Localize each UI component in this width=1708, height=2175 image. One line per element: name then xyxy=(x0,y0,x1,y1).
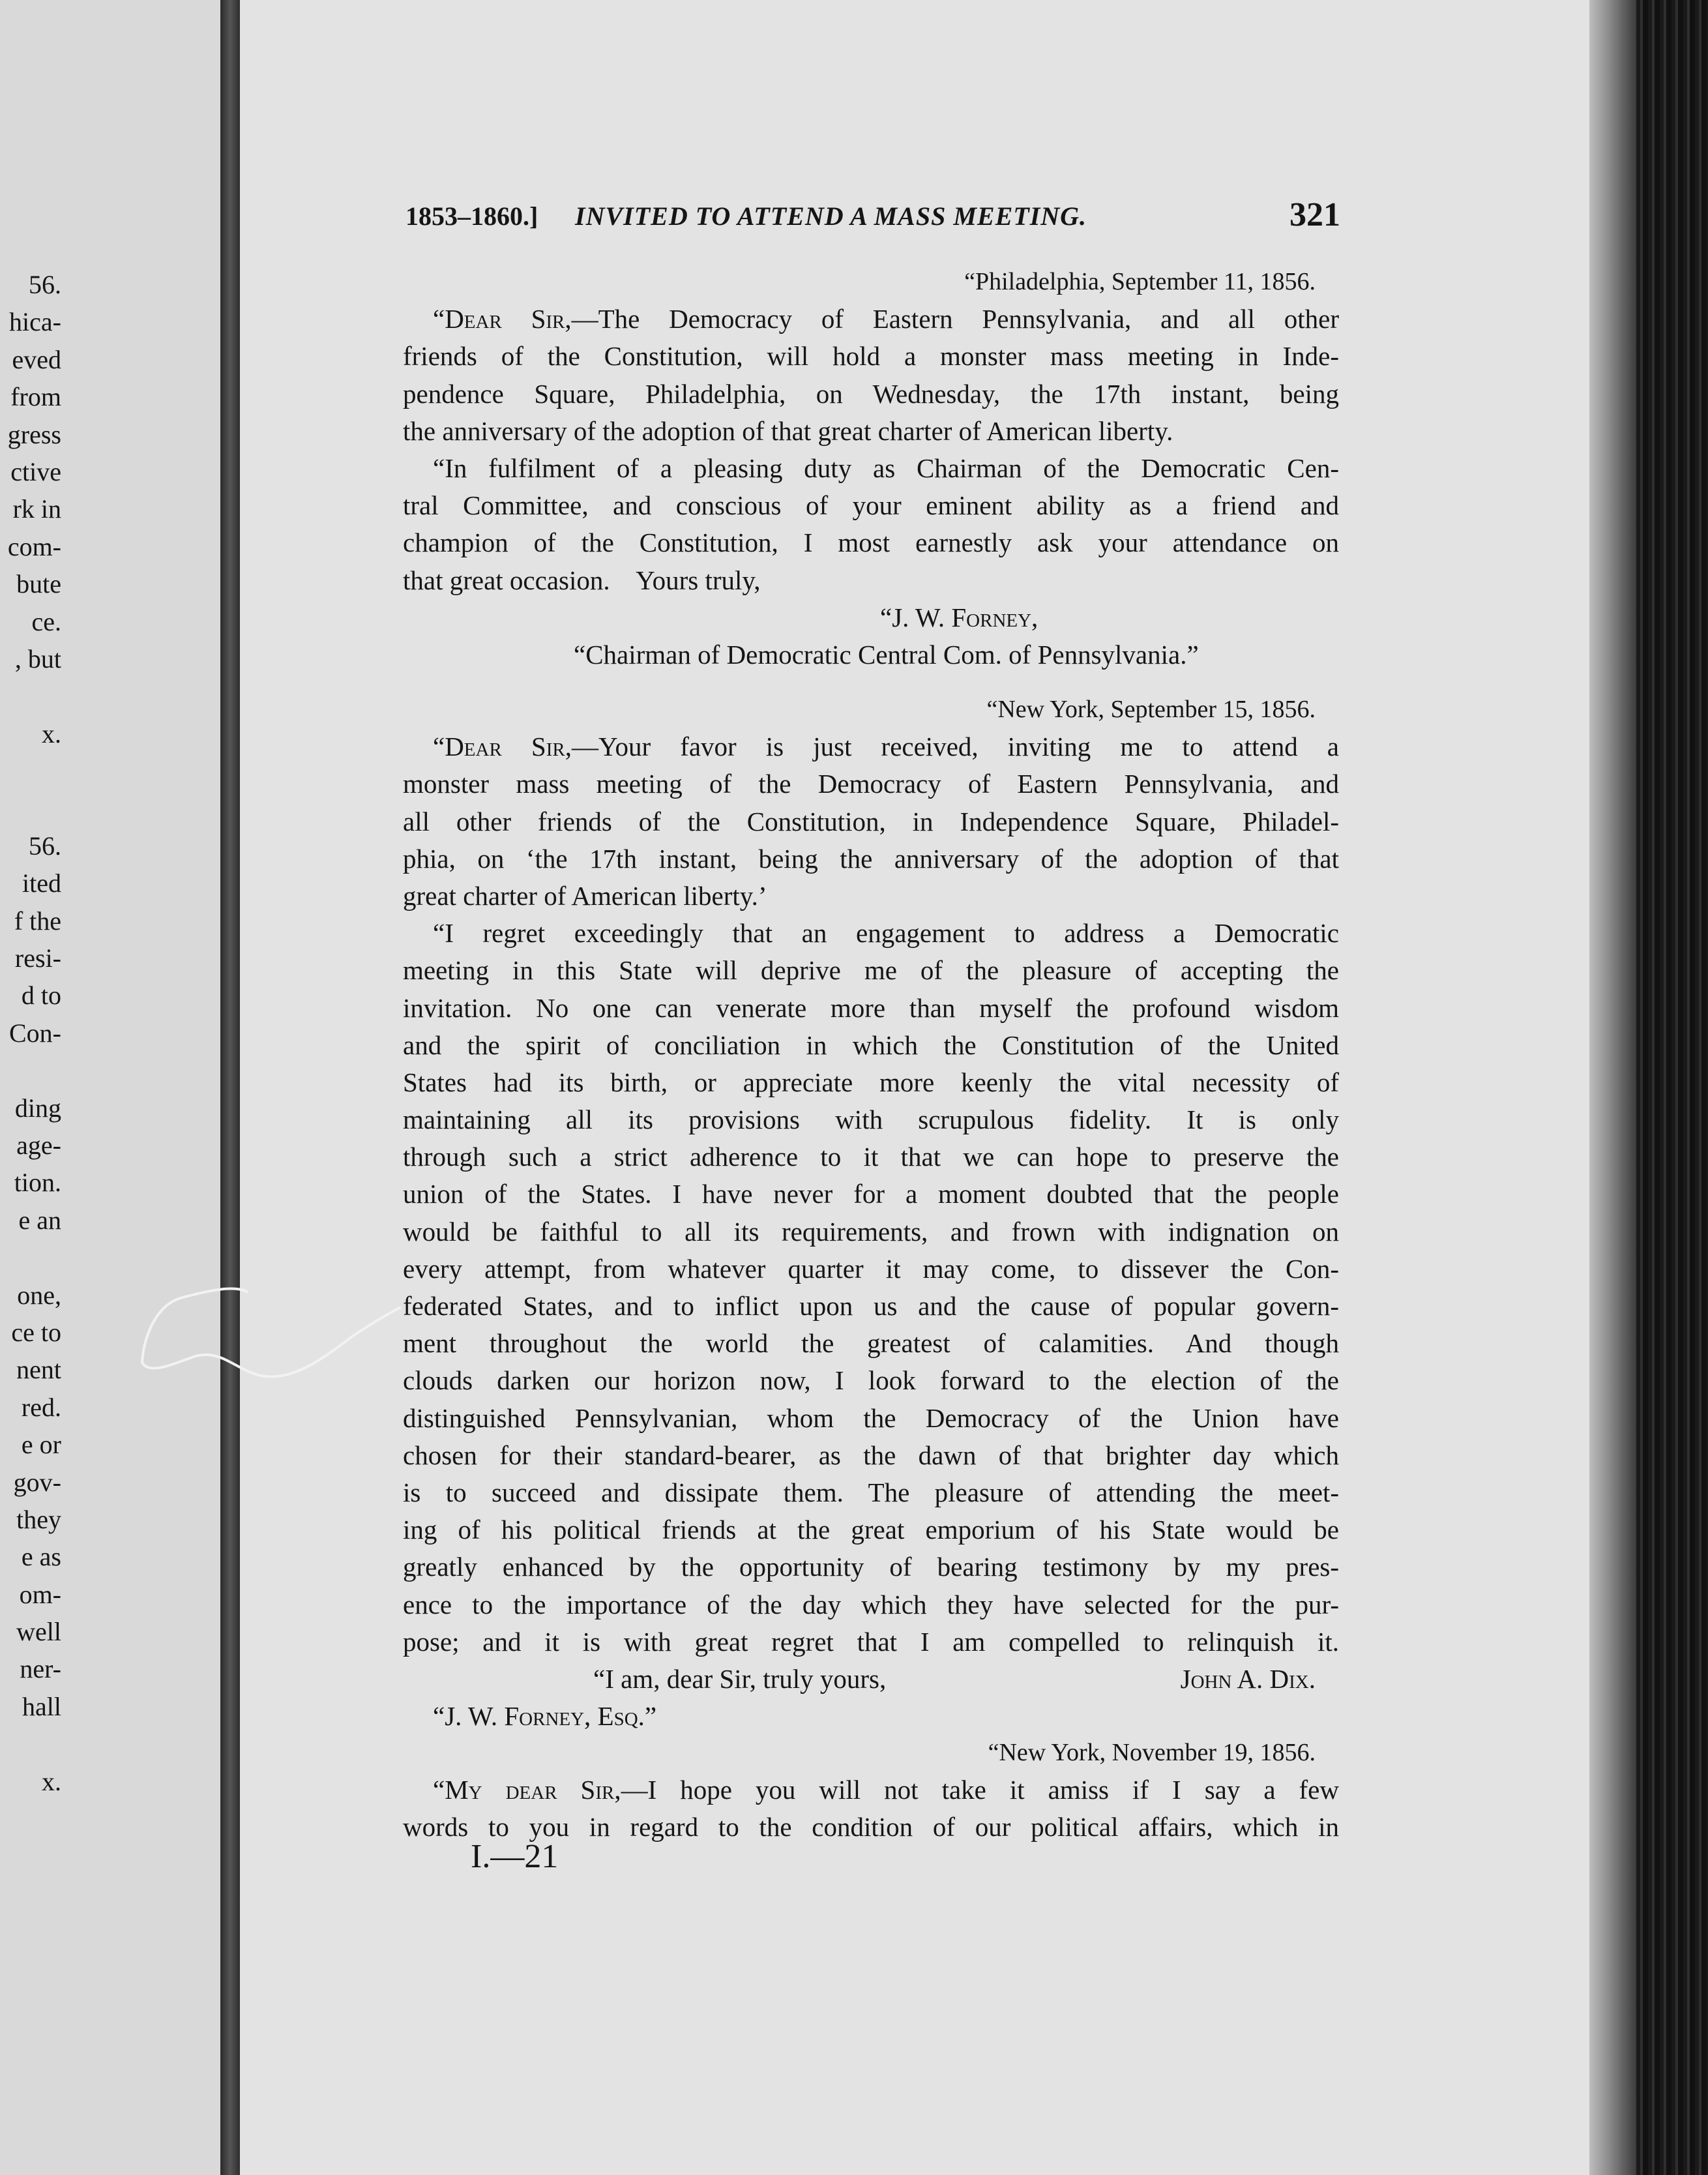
text-line: all other friends of the Constitution, in Independence Square, Philadel- xyxy=(403,806,1339,836)
left-page-fragment: tion. xyxy=(14,1168,61,1198)
text-line: maintaining all its provisions with scrupulous fidelity. It is only xyxy=(403,1104,1339,1135)
closing-line xyxy=(403,1661,1339,1698)
line-text: —Your favor is just received, inviting me to attend a xyxy=(571,732,1339,762)
left-page-fragment: red. xyxy=(21,1392,61,1422)
pencil-scribble-mark xyxy=(130,1278,404,1395)
text-line xyxy=(403,728,1339,765)
left-page-text-fragments xyxy=(0,266,61,1800)
left-page-fragment: ctive xyxy=(10,456,61,486)
left-page-fragment: bute xyxy=(16,569,61,599)
text-line: monster mass meeting of the Democracy of Eastern Pennsylvania, and xyxy=(403,769,1339,799)
addressee-prefix: “J. W. xyxy=(433,1701,505,1732)
left-page-fragment: 56. xyxy=(29,831,61,861)
letter-november xyxy=(403,1734,1339,1846)
text-line: ence to the importance of the day which they have selected for the pur- xyxy=(403,1589,1339,1620)
book-gutter xyxy=(220,0,240,2175)
left-page-fragment: ce. xyxy=(31,606,61,636)
left-page-fragment: ner- xyxy=(20,1654,61,1684)
text-line: would be faithful to all its requirements, and frown with indignation on xyxy=(403,1216,1339,1247)
left-page-fragment xyxy=(0,752,61,790)
left-page-fragment: gress xyxy=(7,419,61,449)
left-page-fragment: 56. xyxy=(29,270,61,299)
left-page-fragment: one, xyxy=(17,1280,61,1310)
text-line: greatly enhanced by the opportunity of bearing testimony by my pres- xyxy=(403,1552,1339,1582)
left-page-fragment: ce to xyxy=(11,1317,61,1347)
text-line: tral Committee, and conscious of your eminent ability as a friend and xyxy=(403,490,1339,521)
signature-name: Forney, xyxy=(951,602,1038,632)
text-line: union of the States. I have never for a moment doubted that the people xyxy=(403,1179,1339,1209)
addressee xyxy=(403,1698,1339,1735)
text-line: States had its birth, or appreciate more keenly the vital necessity of xyxy=(403,1067,1339,1097)
text-line: pose; and it is with great regret that I am compelled to relinquish it. xyxy=(403,1626,1339,1657)
page-number: 321 xyxy=(1289,196,1340,233)
salutation: “Dear Sir, xyxy=(433,732,572,762)
text-line: through such a strict adherence to it that we can hope to preserve the xyxy=(403,1142,1339,1172)
left-page-fragment: nent xyxy=(16,1355,61,1385)
text-line: the anniversary of the adoption of that great charter of American liberty. xyxy=(403,415,1173,446)
dateline: “New York, September 15, 1856. xyxy=(986,696,1316,723)
header-title: INVITED TO ATTEND A MASS MEETING. xyxy=(575,201,1087,231)
text-line: meeting in this State will deprive me of the pleasure of accepting the xyxy=(403,955,1339,986)
line-text: —I hope you will not take it amiss if I say a few xyxy=(621,1775,1339,1805)
text-line: ment throughout the world the greatest of calamities. And though xyxy=(403,1328,1339,1359)
signature-mark: I.—21 xyxy=(471,1838,559,1875)
closing: “I am, dear Sir, truly yours, xyxy=(593,1663,887,1694)
text-line: distinguished Pennsylvanian, whom the Democracy of the Union have xyxy=(403,1402,1339,1433)
left-page-fragment xyxy=(0,790,61,827)
left-page xyxy=(0,0,220,2175)
text-line: clouds darken our horizon now, I look forward to the election of the xyxy=(403,1365,1339,1396)
text-line xyxy=(403,1771,1339,1809)
text-line: great charter of American liberty.’ xyxy=(403,880,767,911)
left-page-fragment: d to xyxy=(21,981,61,1011)
left-page-fragment: resi- xyxy=(14,943,61,973)
line-text: —The Democracy of Eastern Pennsylvania, and all other xyxy=(571,304,1339,334)
dateline: “Philadelphia, September 11, 1856. xyxy=(964,268,1316,295)
left-page-fragment: hica- xyxy=(9,307,61,337)
left-page-fragment: om- xyxy=(19,1579,61,1609)
left-page-fragment: eved xyxy=(12,344,61,374)
left-page-fragment: x. xyxy=(42,718,61,748)
letter-dix xyxy=(403,691,1339,1735)
text-line: that great occasion. Yours truly, xyxy=(403,565,761,595)
salutation: “Dear Sir, xyxy=(433,304,572,334)
left-page-fragment: ited xyxy=(22,868,61,898)
left-page-fragment: e as xyxy=(21,1542,61,1572)
text-line: chosen for their standard-bearer, as the dawn of that brighter day which xyxy=(403,1440,1339,1470)
left-page-fragment: x. xyxy=(42,1766,61,1796)
left-page-fragment: from xyxy=(10,382,61,412)
left-page-fragment: hall xyxy=(22,1691,61,1721)
addressee-name: Forney, Esq. xyxy=(504,1701,645,1732)
left-page-fragment: com- xyxy=(7,531,61,561)
text-line: friends of the Constitution, will hold a monster mass meeting in Inde- xyxy=(403,341,1339,372)
left-page-fragment: f the xyxy=(14,906,61,936)
left-page-fragment: , but xyxy=(14,644,61,673)
text-line: “I regret exceedingly that an engagement to address a Democratic xyxy=(433,918,1339,949)
book-binding xyxy=(1636,0,1708,2175)
left-page-fragment: e an xyxy=(18,1205,61,1235)
text-line: words to you in regard to the condition of our political affairs, which in xyxy=(403,1812,1339,1842)
text-line: is to succeed and dissipate them. The pleasure of attending the meet- xyxy=(403,1477,1339,1507)
left-page-fragment: age- xyxy=(16,1130,61,1160)
signature xyxy=(403,599,1339,636)
text-line: “In fulfilment of a pleasing duty as Chairman of the Democratic Cen- xyxy=(433,452,1339,483)
text-line xyxy=(403,301,1339,338)
text-line: ing of his political friends at the great emporium of his State would be xyxy=(403,1515,1339,1545)
left-page-fragment xyxy=(0,677,61,715)
left-page-fragment: gov- xyxy=(13,1467,61,1497)
dateline: “New York, November 19, 1856. xyxy=(988,1739,1316,1766)
left-page-fragment xyxy=(0,1239,61,1276)
text-line: every attempt, from whatever quarter it may come, to dissever the Con- xyxy=(403,1253,1339,1284)
left-page-fragment: e or xyxy=(21,1430,61,1460)
signer: John A. Dix. xyxy=(1180,1663,1316,1694)
text-line: invitation. No one can venerate more than myself the profound wisdom xyxy=(403,992,1339,1023)
text-line: phia, on ‘the 17th instant, being the anniversary of the adoption of that xyxy=(403,843,1339,874)
left-page-fragment: ding xyxy=(14,1093,61,1123)
text-line: federated States, and to inflict upon us and the cause of popular govern- xyxy=(403,1291,1339,1321)
signature-prefix: “J. W. xyxy=(880,602,952,632)
left-page-fragment xyxy=(0,1725,61,1762)
signature-title: “Chairman of Democratic Central Com. of Pennsylvania.” xyxy=(574,639,1199,670)
left-page-fragment xyxy=(0,1052,61,1089)
left-page-fragment: rk in xyxy=(12,494,61,524)
left-page-fragment: Con- xyxy=(9,1018,61,1048)
text-line: champion of the Constitution, I most earnestly ask your attendance on xyxy=(403,527,1339,558)
text-line: pendence Square, Philadelphia, on Wednesday, the 17th instant, being xyxy=(403,378,1339,409)
salutation: “My dear Sir, xyxy=(433,1775,621,1805)
text-line: and the spirit of conciliation in which the Constitution of the United xyxy=(403,1029,1339,1060)
addressee-suffix: ” xyxy=(644,1701,657,1732)
left-page-fragment: well xyxy=(16,1617,61,1647)
letter-forney xyxy=(403,263,1339,673)
running-header xyxy=(405,196,1340,237)
header-years: 1853–1860.] xyxy=(405,201,538,231)
page-edge xyxy=(1589,0,1636,2175)
left-page-fragment: they xyxy=(16,1504,61,1534)
